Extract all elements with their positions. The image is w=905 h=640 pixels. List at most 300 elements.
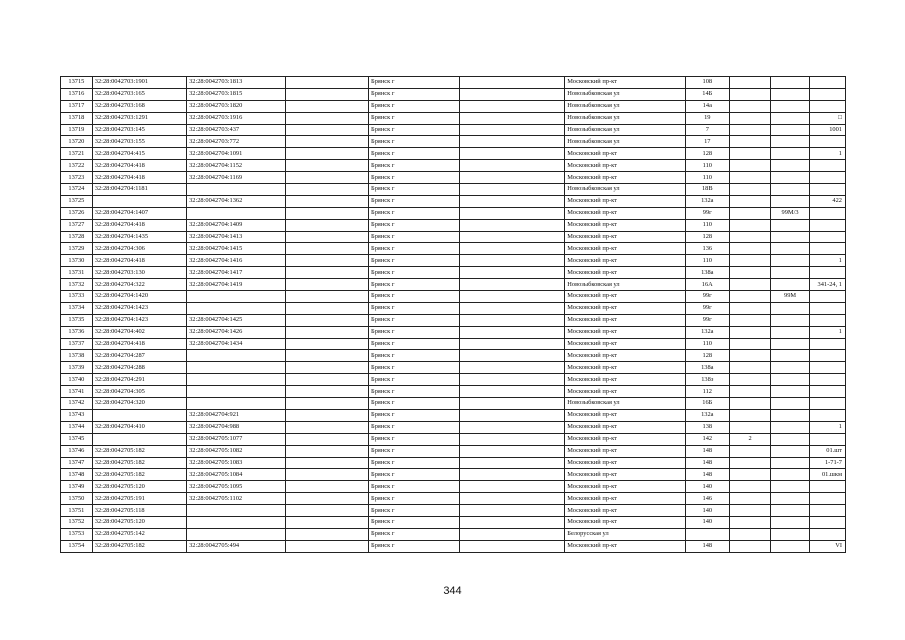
street-cell: Новозыбковская ул	[565, 398, 686, 410]
house-number-cell: 110	[685, 219, 729, 231]
row-id-cell: 13733	[61, 291, 93, 303]
region-cell	[285, 338, 368, 350]
building-cell	[729, 219, 771, 231]
cadastral-parcel-cell	[92, 195, 186, 207]
city-cell: Брянск г	[369, 326, 460, 338]
structure-cell	[771, 219, 809, 231]
structure-cell	[771, 493, 809, 505]
apartment-cell	[809, 100, 845, 112]
settlement-cell	[460, 124, 565, 136]
house-number-cell: 132а	[685, 195, 729, 207]
building-cell	[729, 124, 771, 136]
cadastral-parcel-cell: 32:28:0042704:291	[92, 374, 186, 386]
apartment-cell: □	[809, 112, 845, 124]
street-cell: Московский пр-кт	[565, 77, 686, 89]
structure-cell	[771, 184, 809, 196]
street-cell: Московский пр-кт	[565, 540, 686, 552]
region-cell	[285, 291, 368, 303]
region-cell	[285, 219, 368, 231]
street-cell: Московский пр-кт	[565, 291, 686, 303]
settlement-cell	[460, 326, 565, 338]
cadastral-parcel-cell: 32:28:0042703:1901	[92, 77, 186, 89]
region-cell	[285, 445, 368, 457]
cadastral-building-cell: 32:28:0042703:1813	[187, 77, 286, 89]
apartment-cell	[809, 493, 845, 505]
house-number-cell: 148	[685, 540, 729, 552]
cadastral-building-cell	[187, 184, 286, 196]
building-cell	[729, 457, 771, 469]
table-row	[61, 124, 846, 136]
row-id-cell: 13748	[61, 469, 93, 481]
region-cell	[285, 398, 368, 410]
region-cell	[285, 136, 368, 148]
cadastral-parcel-cell: 32:28:0042704:320	[92, 398, 186, 410]
house-number-cell: 99г	[685, 302, 729, 314]
apartment-cell	[809, 160, 845, 172]
street-cell: Московский пр-кт	[565, 350, 686, 362]
table-row	[61, 100, 846, 112]
cadastral-parcel-cell: 32:28:0042704:1407	[92, 207, 186, 219]
city-cell: Брянск г	[369, 528, 460, 540]
apartment-cell	[809, 398, 845, 410]
cadastral-building-cell: 32:28:0042704:1415	[187, 243, 286, 255]
row-id-cell: 13747	[61, 457, 93, 469]
cadastral-parcel-cell: 32:28:0042703:165	[92, 88, 186, 100]
street-cell: Московский пр-кт	[565, 326, 686, 338]
cadastral-building-cell	[187, 291, 286, 303]
cadastral-building-cell	[187, 516, 286, 528]
settlement-cell	[460, 481, 565, 493]
apartment-cell	[809, 481, 845, 493]
house-number-cell: 138а	[685, 362, 729, 374]
structure-cell	[771, 267, 809, 279]
house-number-cell: 16А	[685, 279, 729, 291]
city-cell: Брянск г	[369, 267, 460, 279]
cadastral-building-cell: 32:28:0042705:1084	[187, 469, 286, 481]
city-cell: Брянск г	[369, 314, 460, 326]
cadastral-parcel-cell: 32:28:0042704:1423	[92, 302, 186, 314]
settlement-cell	[460, 255, 565, 267]
building-cell	[729, 445, 771, 457]
street-cell: Московский пр-кт	[565, 219, 686, 231]
cadastral-parcel-cell	[92, 433, 186, 445]
table-row	[61, 481, 846, 493]
cadastral-parcel-cell: 32:28:0042704:1420	[92, 291, 186, 303]
structure-cell	[771, 398, 809, 410]
city-cell: Брянск г	[369, 255, 460, 267]
city-cell: Брянск г	[369, 172, 460, 184]
house-number-cell	[685, 528, 729, 540]
house-number-cell: 140	[685, 516, 729, 528]
apartment-cell	[809, 77, 845, 89]
table-row	[61, 77, 846, 89]
table-row	[61, 255, 846, 267]
apartment-cell	[809, 291, 845, 303]
structure-cell	[771, 148, 809, 160]
city-cell: Брянск г	[369, 136, 460, 148]
apartment-cell	[809, 433, 845, 445]
settlement-cell	[460, 516, 565, 528]
city-cell: Брянск г	[369, 516, 460, 528]
building-cell	[729, 409, 771, 421]
house-number-cell: 148	[685, 457, 729, 469]
cadastral-parcel-cell: 32:28:0042705:120	[92, 481, 186, 493]
house-number-cell: 138а	[685, 267, 729, 279]
structure-cell	[771, 540, 809, 552]
city-cell: Брянск г	[369, 433, 460, 445]
settlement-cell	[460, 279, 565, 291]
street-cell: Московский пр-кт	[565, 231, 686, 243]
apartment-cell: 1	[809, 326, 845, 338]
house-number-cell: 146	[685, 493, 729, 505]
cadastral-parcel-cell: 32:28:0042704:288	[92, 362, 186, 374]
structure-cell	[771, 326, 809, 338]
structure-cell	[771, 112, 809, 124]
cadastral-parcel-cell: 32:28:0042705:120	[92, 516, 186, 528]
apartment-cell	[809, 409, 845, 421]
region-cell	[285, 457, 368, 469]
row-id-cell: 13716	[61, 88, 93, 100]
settlement-cell	[460, 207, 565, 219]
street-cell: Московский пр-кт	[565, 386, 686, 398]
structure-cell	[771, 350, 809, 362]
cadastral-building-cell: 32:28:0042704:1362	[187, 195, 286, 207]
settlement-cell	[460, 314, 565, 326]
street-cell: Новозыбковская ул	[565, 279, 686, 291]
city-cell: Брянск г	[369, 362, 460, 374]
table-row	[61, 326, 846, 338]
street-cell: Московский пр-кт	[565, 433, 686, 445]
table-row	[61, 433, 846, 445]
structure-cell	[771, 457, 809, 469]
row-id-cell: 13740	[61, 374, 93, 386]
table-row	[61, 469, 846, 481]
street-cell: Московский пр-кт	[565, 457, 686, 469]
table-row	[61, 528, 846, 540]
row-id-cell: 13749	[61, 481, 93, 493]
apartment-cell: 422	[809, 195, 845, 207]
row-id-cell: 13731	[61, 267, 93, 279]
region-cell	[285, 172, 368, 184]
building-cell	[729, 350, 771, 362]
city-cell: Брянск г	[369, 505, 460, 517]
apartment-cell: 01.шкм	[809, 469, 845, 481]
table-row	[61, 291, 846, 303]
street-cell: Новозыбковская ул	[565, 88, 686, 100]
cadastral-parcel-cell: 32:28:0042703:1291	[92, 112, 186, 124]
building-cell	[729, 279, 771, 291]
building-cell	[729, 100, 771, 112]
apartment-cell	[809, 386, 845, 398]
row-id-cell: 13730	[61, 255, 93, 267]
region-cell	[285, 528, 368, 540]
cadastral-building-cell: 32:28:0042704:1413	[187, 231, 286, 243]
region-cell	[285, 100, 368, 112]
settlement-cell	[460, 540, 565, 552]
street-cell: Новозыбковская ул	[565, 100, 686, 112]
table-row	[61, 374, 846, 386]
row-id-cell: 13751	[61, 505, 93, 517]
apartment-cell	[809, 302, 845, 314]
street-cell: Московский пр-кт	[565, 207, 686, 219]
building-cell	[729, 302, 771, 314]
street-cell: Московский пр-кт	[565, 493, 686, 505]
structure-cell	[771, 243, 809, 255]
region-cell	[285, 314, 368, 326]
building-cell	[729, 243, 771, 255]
region-cell	[285, 516, 368, 528]
apartment-cell	[809, 362, 845, 374]
city-cell: Брянск г	[369, 279, 460, 291]
row-id-cell: 13737	[61, 338, 93, 350]
row-id-cell: 13745	[61, 433, 93, 445]
cadastral-building-cell	[187, 374, 286, 386]
row-id-cell: 13742	[61, 398, 93, 410]
building-cell	[729, 374, 771, 386]
apartment-cell	[809, 184, 845, 196]
region-cell	[285, 112, 368, 124]
building-cell	[729, 255, 771, 267]
apartment-cell: 341-24, 1	[809, 279, 845, 291]
row-id-cell: 13741	[61, 386, 93, 398]
region-cell	[285, 493, 368, 505]
table-row	[61, 243, 846, 255]
row-id-cell: 13732	[61, 279, 93, 291]
city-cell: Брянск г	[369, 231, 460, 243]
house-number-cell: 7	[685, 124, 729, 136]
cadastral-parcel-cell: 32:28:0042705:118	[92, 505, 186, 517]
structure-cell	[771, 136, 809, 148]
street-cell: Московский пр-кт	[565, 172, 686, 184]
cadastral-parcel-cell: 32:28:0042704:1423	[92, 314, 186, 326]
region-cell	[285, 255, 368, 267]
settlement-cell	[460, 457, 565, 469]
house-number-cell: 16Б	[685, 398, 729, 410]
building-cell	[729, 291, 771, 303]
row-id-cell: 13744	[61, 421, 93, 433]
region-cell	[285, 124, 368, 136]
cadastral-building-cell: 32:28:0042704:1091	[187, 148, 286, 160]
house-number-cell: 110	[685, 160, 729, 172]
table-row	[61, 207, 846, 219]
settlement-cell	[460, 433, 565, 445]
cadastral-parcel-cell: 32:28:0042703:145	[92, 124, 186, 136]
apartment-cell: VI	[809, 540, 845, 552]
apartment-cell	[809, 338, 845, 350]
house-number-cell: 99г	[685, 207, 729, 219]
city-cell: Брянск г	[369, 481, 460, 493]
structure-cell	[771, 338, 809, 350]
table-row	[61, 493, 846, 505]
settlement-cell	[460, 302, 565, 314]
building-cell	[729, 207, 771, 219]
structure-cell	[771, 124, 809, 136]
settlement-cell	[460, 374, 565, 386]
row-id-cell: 13728	[61, 231, 93, 243]
building-cell	[729, 195, 771, 207]
city-cell: Брянск г	[369, 112, 460, 124]
city-cell: Брянск г	[369, 219, 460, 231]
city-cell: Брянск г	[369, 386, 460, 398]
region-cell	[285, 469, 368, 481]
region-cell	[285, 302, 368, 314]
street-cell: Новозыбковская ул	[565, 184, 686, 196]
building-cell	[729, 314, 771, 326]
settlement-cell	[460, 172, 565, 184]
row-id-cell: 13729	[61, 243, 93, 255]
cadastral-parcel-cell: 32:28:0042704:322	[92, 279, 186, 291]
street-cell: Московский пр-кт	[565, 148, 686, 160]
city-cell: Брянск г	[369, 148, 460, 160]
city-cell: Брянск г	[369, 207, 460, 219]
row-id-cell: 13736	[61, 326, 93, 338]
table-row	[61, 112, 846, 124]
street-cell: Новозыбковская ул	[565, 136, 686, 148]
settlement-cell	[460, 528, 565, 540]
cadastral-building-cell: 32:28:0042705:494	[187, 540, 286, 552]
cadastral-parcel-cell: 32:28:0042704:287	[92, 350, 186, 362]
row-id-cell: 13721	[61, 148, 93, 160]
settlement-cell	[460, 421, 565, 433]
row-id-cell: 13754	[61, 540, 93, 552]
settlement-cell	[460, 267, 565, 279]
city-cell: Брянск г	[369, 184, 460, 196]
structure-cell	[771, 528, 809, 540]
cadastral-parcel-cell: 32:28:0042704:418	[92, 172, 186, 184]
table-row	[61, 160, 846, 172]
apartment-cell: 1	[809, 255, 845, 267]
settlement-cell	[460, 445, 565, 457]
street-cell: Московский пр-кт	[565, 338, 686, 350]
street-cell: Московский пр-кт	[565, 267, 686, 279]
street-cell: Московский пр-кт	[565, 481, 686, 493]
table-row	[61, 302, 846, 314]
cadastral-parcel-cell: 32:28:0042705:182	[92, 445, 186, 457]
cadastral-parcel-cell: 32:28:0042705:191	[92, 493, 186, 505]
table-row	[61, 350, 846, 362]
city-cell: Брянск г	[369, 469, 460, 481]
building-cell	[729, 481, 771, 493]
structure-cell	[771, 88, 809, 100]
street-cell: Московский пр-кт	[565, 362, 686, 374]
street-cell: Московский пр-кт	[565, 302, 686, 314]
apartment-cell	[809, 374, 845, 386]
building-cell	[729, 386, 771, 398]
cadastral-parcel-cell: 32:28:0042705:142	[92, 528, 186, 540]
structure-cell	[771, 314, 809, 326]
cadastral-building-cell: 32:28:0042704:1169	[187, 172, 286, 184]
table-row	[61, 184, 846, 196]
table-row	[61, 457, 846, 469]
region-cell	[285, 481, 368, 493]
building-cell	[729, 88, 771, 100]
region-cell	[285, 148, 368, 160]
cadastral-parcel-cell: 32:28:0042705:182	[92, 457, 186, 469]
row-id-cell: 13718	[61, 112, 93, 124]
cadastral-parcel-cell: 32:28:0042703:155	[92, 136, 186, 148]
settlement-cell	[460, 243, 565, 255]
house-number-cell: 132а	[685, 326, 729, 338]
apartment-cell	[809, 505, 845, 517]
structure-cell: 99М/3	[771, 207, 809, 219]
region-cell	[285, 374, 368, 386]
building-cell	[729, 516, 771, 528]
address-registry-table	[60, 76, 846, 553]
building-cell	[729, 338, 771, 350]
cadastral-building-cell: 32:28:0042704:1417	[187, 267, 286, 279]
house-number-cell: 99г	[685, 291, 729, 303]
city-cell: Брянск г	[369, 291, 460, 303]
house-number-cell: 148	[685, 469, 729, 481]
building-cell	[729, 540, 771, 552]
apartment-cell: 1	[809, 148, 845, 160]
house-number-cell: 136	[685, 243, 729, 255]
row-id-cell: 13727	[61, 219, 93, 231]
cadastral-parcel-cell: 32:28:0042705:182	[92, 540, 186, 552]
building-cell	[729, 112, 771, 124]
cadastral-parcel-cell: 32:28:0042704:1435	[92, 231, 186, 243]
table-row	[61, 445, 846, 457]
region-cell	[285, 433, 368, 445]
house-number-cell: 132а	[685, 409, 729, 421]
settlement-cell	[460, 398, 565, 410]
apartment-cell: 1-71-7	[809, 457, 845, 469]
building-cell	[729, 184, 771, 196]
cadastral-building-cell: 32:28:0042704:1152	[187, 160, 286, 172]
cadastral-building-cell: 32:28:0042703:437	[187, 124, 286, 136]
table-row	[61, 88, 846, 100]
table-row	[61, 362, 846, 374]
building-cell	[729, 148, 771, 160]
cadastral-parcel-cell: 32:28:0042704:410	[92, 421, 186, 433]
house-number-cell: 138	[685, 421, 729, 433]
settlement-cell	[460, 184, 565, 196]
region-cell	[285, 362, 368, 374]
street-cell: Московский пр-кт	[565, 469, 686, 481]
cadastral-building-cell: 32:28:0042703:772	[187, 136, 286, 148]
street-cell: Новозыбковская ул	[565, 112, 686, 124]
building-cell	[729, 160, 771, 172]
street-cell: Московский пр-кт	[565, 195, 686, 207]
cadastral-parcel-cell: 32:28:0042704:418	[92, 255, 186, 267]
row-id-cell: 13720	[61, 136, 93, 148]
house-number-cell: 140	[685, 505, 729, 517]
house-number-cell: 14а	[685, 100, 729, 112]
region-cell	[285, 184, 368, 196]
cadastral-parcel-cell: 32:28:0042704:1181	[92, 184, 186, 196]
row-id-cell: 13739	[61, 362, 93, 374]
structure-cell	[771, 433, 809, 445]
structure-cell	[771, 160, 809, 172]
city-cell: Брянск г	[369, 398, 460, 410]
apartment-cell	[809, 243, 845, 255]
row-id-cell: 13734	[61, 302, 93, 314]
cadastral-parcel-cell: 32:28:0042704:402	[92, 326, 186, 338]
settlement-cell	[460, 100, 565, 112]
settlement-cell	[460, 469, 565, 481]
row-id-cell: 13715	[61, 77, 93, 89]
city-cell: Брянск г	[369, 421, 460, 433]
region-cell	[285, 386, 368, 398]
cadastral-building-cell: 32:28:0042703:1916	[187, 112, 286, 124]
apartment-cell: 1001	[809, 124, 845, 136]
cadastral-building-cell: 32:28:0042703:1815	[187, 88, 286, 100]
city-cell: Брянск г	[369, 457, 460, 469]
structure-cell	[771, 469, 809, 481]
building-cell	[729, 362, 771, 374]
house-number-cell: 128	[685, 148, 729, 160]
street-cell: Новозыбковская ул	[565, 124, 686, 136]
